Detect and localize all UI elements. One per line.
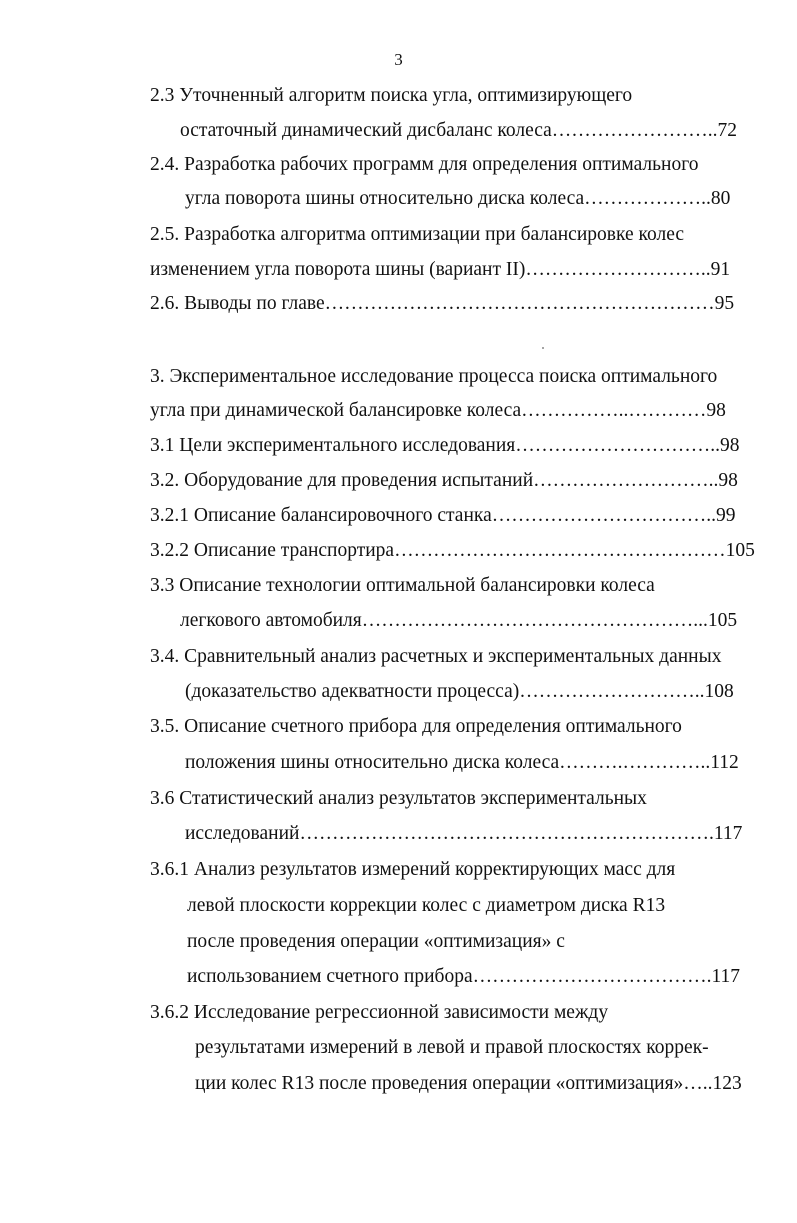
toc-line: 2.6. Выводы по главе……………………………………………………95 xyxy=(150,293,735,314)
toc-line: после проведения операции «оптимизация» с xyxy=(187,931,565,952)
toc-line: 2.5. Разработка алгоритма оптимизации при балансировке колес xyxy=(150,224,684,245)
toc-line: легкового автомобиля……………………………………………...105 xyxy=(180,610,738,631)
toc-line: исследований……………………………………………………….117 xyxy=(185,823,743,844)
toc-line: 3.5. Описание счетного прибора для определения оптимального xyxy=(150,716,682,737)
toc-line: 3.6 Статистический анализ результатов экспериментальных xyxy=(150,788,647,809)
toc-line: 3.4. Сравнительный анализ расчетных и экспериментальных данных xyxy=(150,646,722,667)
toc-line: угла поворота шины относительно диска колеса………………..80 xyxy=(185,188,731,209)
toc-line: 3.2.1 Описание балансировочного станка……………………………..99 xyxy=(150,505,736,526)
toc-line: 3.6.1 Анализ результатов измерений корректирующих масс для xyxy=(150,859,676,880)
toc-line: остаточный динамический дисбаланс колеса……………………..72 xyxy=(180,120,738,141)
toc-line: угла при динамической балансировке колеса……………..…………98 xyxy=(150,400,726,421)
toc-line: ции колес R13 после проведения операции «оптимизация»…..123 xyxy=(195,1073,742,1094)
toc-line: положения шины относительно диска колеса……….…………..112 xyxy=(185,752,739,773)
toc-line: левой плоскости коррекции колес с диаметром диска R13 xyxy=(187,895,666,916)
toc-line: 3.2. Оборудование для проведения испытаний………………………..98 xyxy=(150,470,738,491)
toc-line: 2.4. Разработка рабочих программ для определения оптимального xyxy=(150,154,699,175)
scan-speck xyxy=(542,347,544,349)
toc-line: 2.3 Уточненный алгоритм поиска угла, оптимизирующего xyxy=(150,85,633,106)
toc-line: 3.1 Цели экспериментального исследования…………………………..98 xyxy=(150,435,740,456)
toc-line: 3. Экспериментальное исследование процесса поиска оптимального xyxy=(150,366,718,387)
toc-line: результатами измерений в левой и правой плоскостях коррек- xyxy=(195,1037,709,1058)
page-number: 3 xyxy=(394,50,403,69)
toc-line: 3.6.2 Исследование регрессионной зависимости между xyxy=(150,1002,609,1023)
toc-line: 3.3 Описание технологии оптимальной балансировки колеса xyxy=(150,575,655,596)
toc-line: (доказательство адекватности процесса)………………………..108 xyxy=(185,681,734,702)
toc-line: использованием счетного прибора……………………………….117 xyxy=(187,966,740,987)
toc-line: изменением угла поворота шины (вариант II)………………………..91 xyxy=(150,259,731,280)
toc-line: 3.2.2 Описание транспортира……………………………………………105 xyxy=(150,540,755,561)
